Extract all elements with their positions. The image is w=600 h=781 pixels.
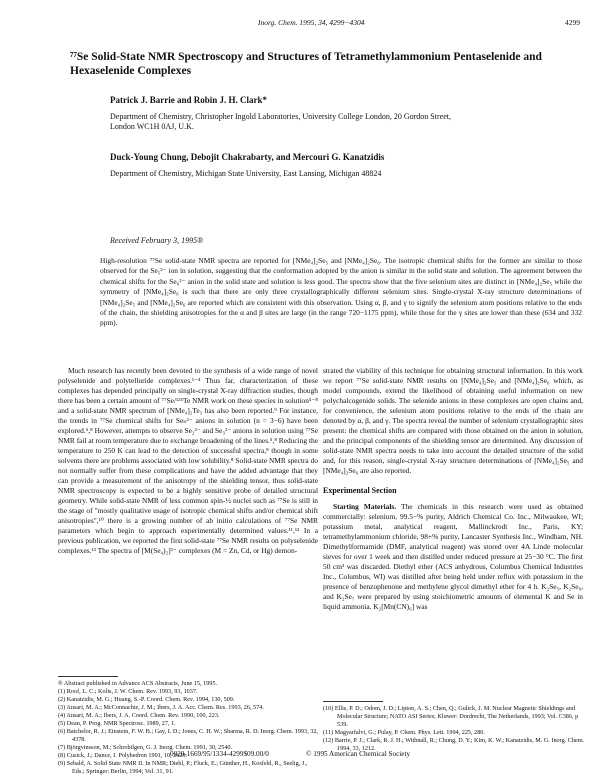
footnote-item: (7) Björgvinsson, M.; Schrobilgen, G. J. Inorg. Chem. 1991, 30, 2540. (58, 744, 233, 751)
footnote-item: ® Abstract published in Advance ACS Abstracts, June 15, 1995. (58, 680, 218, 687)
footnote-item: (1) Roof, L. C.; Kolis, J. W. Chem. Rev. 1993, 93, 1037. (58, 688, 198, 695)
intro-continuation: strated the viability of this technique for obtaining structural information. In this work we report ⁷⁷Se solid-state NMR results on [NMe₄]₂Se₅ and [NMe₄]₂Se₆ which, as model compounds, extend the likelihood of obtaining useful information on new polychalcogenide solids. The selenide anions in these complexes are open chains and, for convenience, the selenium atom positions relative to the ends of the chain are denoted by α, β, and γ. The spectra reveal the number of selenium crystallographic sites present: the chemical shifts are compared with those obtained on the anion in solution, and the principal components of the shielding tensor are determined. Any discussion of solid-state NMR spectra needs to take into account the detailed structure of the solid and, for this reason, single-crystal X-ray structure determinations of [NMe₄]₂Se₅ and [NMe₄]₂Se₆ are also reported. (323, 366, 583, 475)
footnote-rule-left (58, 676, 118, 677)
footer-code: 0020-1669/95/1334-4299$09.00/0 (170, 750, 269, 758)
footnote-item: (6) Batchelor, R. J.; Einstein, F. W. B.; Gay, I. D.; Jones, C. H. W.; Sharma, R. D. Inorg. Chem. 1993, 32, 4378. (58, 728, 318, 743)
footnote-item: (4) Ansari, M. A.; Ibers, J. A. Coord. Chem. Rev. 1990, 100, 223. (58, 712, 220, 719)
journal-citation: Inorg. Chem. 1995, 34, 4299−4304 (258, 18, 365, 27)
starting-materials-label: Starting Materials. (333, 502, 397, 511)
footnote-item: (12) Barrie, P. J.; Clark, R. J. H.; Withnall, R.; Chung, D. Y.; Kim, K. W.; Kanatzidis, M. G. Inorg. Chem. 1994, 33, 1212. (323, 737, 585, 752)
starting-materials-text: The chemicals in this research were used as obtained commercially: selenium, 99.5−% purity, Aldrich Chemical Co. Inc., Milwaukee, WI; potassium metal, analytical reagent, Mallinckrodt Inc., Paris, KY; tetramethylammonium chloride, 98+% purity, Lancaster Synthesis Inc., Windham, NH. Dimethylformamide (DMF, analytical reagent) was stored over 4A Linde molecular sieves for over 1 week and then distilled under reduced pressure at 25−30 °C. The first 50 cm³ was discarded. Diethyl ether (ACS anhydrous, Columbus Chemical Industries Inc., Columbus, WI) was distilled after being held under reflux with potassium in the presence of benzophenone and methylene glycol dimethyl ether for 4 h. K₂Se₅, K₂Se₆, and K₂Se₇ were prepared by using stoichiometric amounts of elemental K and Se in liquid ammonia. K₂[Mn(CN)₆] was (323, 502, 583, 611)
authors-ucl: Patrick J. Barrie and Robin J. H. Clark* (110, 95, 267, 105)
affiliation-msu: Department of Chemistry, Michigan State University, East Lansing, Michigan 48824 (110, 169, 382, 178)
section-heading: Experimental Section (323, 486, 397, 495)
footnote-item: (8) Cusick, J.; Dance, I. Polyhedron 1991, 10, 2629. (58, 752, 188, 759)
footnote-item: (11) Magyarfalvi, G.; Pulay, P. Chem. Phys. Lett. 1994, 225, 280. (323, 729, 485, 736)
footnote-rule-right (323, 701, 383, 702)
footnote-item: (5) Dean, P. Prog. NMR Spectrosc. 1989, 27, 1. (58, 720, 176, 727)
footnote-item: (3) Ansari, M. A.; McConnachie, J. M.; Ibers, J. A. Acc. Chem. Res. 1993, 26, 574. (58, 704, 264, 711)
authors-msu: Duck-Young Chung, Debojit Chakrabarty, and Mercouri G. Kanatzidis (110, 152, 385, 162)
affiliation-ucl: Department of Chemistry, Christopher Ingold Laboratories, University College London, 20 Gordon Street, London WC1H 0AJ, U.K. (110, 112, 451, 131)
starting-materials-paragraph (323, 502, 583, 612)
footnotes-left (58, 680, 320, 776)
introduction-text: Much research has recently been devoted to the synthesis of a wide range of novel polyselenide and polytelluride complexes.¹⁻⁴ Thus far, characterization of these complexes has depended principally on single-crystal X-ray diffraction studies, though there has been a certain amount of ⁷⁷Se/¹²⁵Te NMR work on these species in solution⁵⁻⁸ and a solid-state NMR spectrum of [NMe₄]₂Te₃ has also been reported.⁹ For instance, the trends in ⁷⁷Se chemical shifts for Seₙ²⁻ anions in solution (n = 3−6) have been explored.⁵,⁸ However, attempts to observe Se₂²⁻ and Se₃²⁻ anions in solution using ⁷⁷Se NMR fail at room temperature due to exchange broadening of the lines.⁵,⁸ Reducing the temperature to 250 K can lead to the detection of successful spectra,⁸ though in some solvents there are problems associated with low solubility.⁸ Solid-state NMR spectra do not normally suffer from these complications and have the added advantage that they can provide a measurement of the anisotropy of the shielding tensor, thus solid-state NMR spectroscopy is expected to be a highly sensitive probe of detailed structural geometry. While solid-state NMR of less common spin-½ nuclei such as ⁷⁷Se is still in the stage of "mostly qualitative usage of isotropic chemical shifts and/or chemical shift anisotropies",¹⁰ there is a growing number of ab initio calculations of ⁷⁷Se NMR parameters which begin to approach experimentally determined values.¹¹,¹² In a previous publication, we reported the first solid-state ⁷⁷Se NMR results on polyselenide complexes.¹³ The spectra of [M(Se₄)₂]²⁻ complexes (M = Zn, Cd, or Hg) demon- (58, 366, 318, 555)
right-column (323, 366, 583, 612)
article-title: ⁷⁷Se Solid-State NMR Spectroscopy and Structures of Tetramethylammonium Pentaselenide and Hexaselenide Complexes (70, 51, 542, 77)
received-date: Received February 3, 1995® (110, 236, 204, 245)
footnote-item: (2) Kanatzidis, M. G.; Huang, S.-P. Coord. Chem. Rev. 1994, 130, 509. (58, 696, 235, 703)
abstract: High-resolution ⁷⁷Se solid-state NMR spectra are reported for [NMe₄]₂Se₅ and [NMe₄]₂Se₆. The isotropic chemical shifts for the former are similar to those observed for the Se₅²⁻ ion in solution, suggesting that the conformation adopted by the anion is similar in the solid state and solution. The agreement between the chemical shifts for the Se₆²⁻ anion in the solid state and solution is less good. The spectra show that the five selenium sites are distinct in [NMe₄]₂Se₅ while the symmetry of [NMe₄]₂Se₆ is such that there are only three crystallographically different selenium sites. Single-crystal X-ray structure determinations of [NMe₄]₂Se₅ and [NMe₄]₂Se₆ are reported which are consistent with this observation. Using α, β, and γ to signify the selenium atom positions relative to the ends of the chain, the shielding anisotropies for the α and β sites are large (in the range 720−1175 ppm), while those for the γ sites are lower than these (634 and 332 ppm). (100, 256, 582, 328)
footnotes-right (323, 705, 585, 753)
footnote-item: (9) Sebald, A. Solid State NMR II. In NMR; Diehl, P.; Fluck, E.; Günther, H., Kosfeld, R., Seelig, J., Eds.; Springer: Berlin, 1994; Vol. 31, 91. (58, 760, 308, 775)
footnote-item: (10) Ellis, P. D.; Odom, J. D.; Lipton, A. S.; Chen, Q.; Gulick, J. M. Nuclear Magnetic Shieldings and Molecular Structure; NATO ASI Series; Kluwer: Dordrecht, The Netherlands, 1993; Vol. C386, p 539. (323, 705, 579, 728)
page-number: 4299 (565, 18, 580, 27)
footer-copyright: © 1995 American Chemical Society (306, 750, 411, 758)
left-column (58, 366, 318, 556)
